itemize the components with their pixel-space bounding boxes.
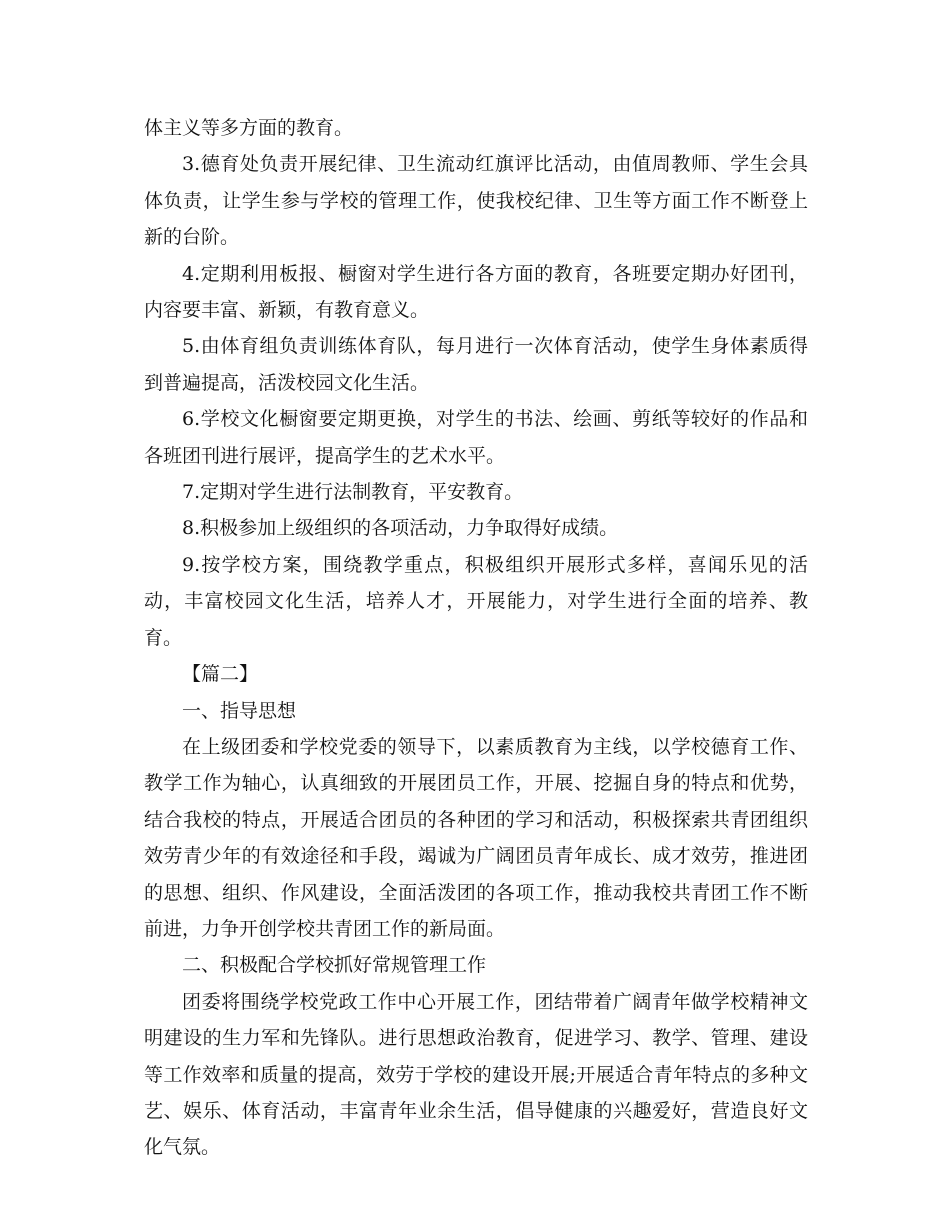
paragraph-item-6: 6.学校文化橱窗要定期更换，对学生的书法、绘画、剪纸等较好的作品和各班团刊进行展评，提高学生的艺术水平。 (144, 408, 808, 467)
paragraph-item-9: 9.按学校方案，围绕教学重点，积极组织开展形式多样，喜闻乐见的活动，丰富校园文化生活，培养人才，开展能力，对学生进行全面的培养、教育。 (144, 553, 808, 649)
subheading-guiding-ideology: 一、指导思想 (182, 699, 297, 722)
paragraph-item-5: 5.由体育组负责训练体育队，每月进行一次体育活动，使学生身体素质得到普遍提高，活泼校园文化生活。 (144, 335, 808, 394)
paragraph-continuation: 体主义等多方面的教育。 (144, 117, 354, 139)
subheading-routine-management: 二、积极配合学校抓好常规管理工作 (182, 954, 487, 977)
paragraph-item-8: 8.积极参加上级组织的各项活动，力争取得好成绩。 (182, 517, 619, 540)
paragraph-item-4: 4.定期利用板报、橱窗对学生进行各方面的教育，各班要定期办好团刊，内容要丰富、新颖，有教育意义。 (144, 262, 808, 322)
document-body (144, 110, 808, 1166)
paragraph-item-7: 7.定期对学生进行法制教育，平安教育。 (182, 481, 524, 504)
paragraph-routine-management: 团委将围绕学校党政工作中心开展工作，团结带着广阔青年做学校精神文明建设的生力军和先锋队。进行思想政治教育，促进学习、教学、管理、建设等工作效率和质量的提高，效劳于学校的建设开展;开展适合青年特点的多种文艺、娱乐、体育活动，丰富青年业余生活，倡导健康的兴趣爱好，营造良好文化气氛。 (144, 990, 808, 1159)
paragraph-guiding-ideology: 在上级团委和学校党委的领导下，以素质教育为主线，以学校德育工作、教学工作为轴心，认真细致的开展团员工作，开展、挖掘自身的特点和优势，结合我校的特点，开展适合团员的各种团的学习和活动，积极探索共青团组织效劳青少年的有效途径和手段，竭诚为广阔团员青年成长、成才效劳，推进团的思想、组织、作风建设，全面活泼团的各项工作，推动我校共青团工作不断前进，力争开创学校共青团工作的新局面。 (144, 735, 808, 940)
paragraph-item-3: 3.德育处负责开展纪律、卫生流动红旗评比活动，由值周教师、学生会具体负责，让学生参与学校的管理工作，使我校纪律、卫生等方面工作不断登上新的台阶。 (144, 153, 808, 249)
section-heading: 【篇二】 (182, 663, 259, 686)
